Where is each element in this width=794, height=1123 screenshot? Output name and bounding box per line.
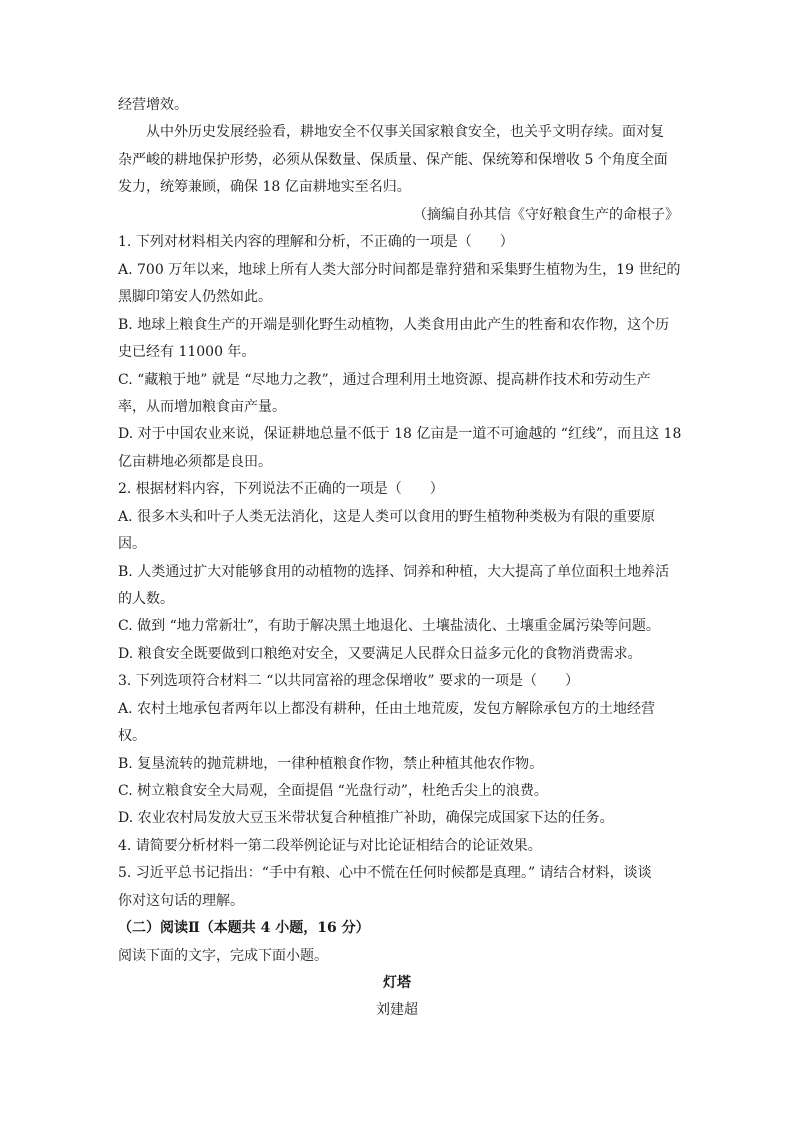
option-c: C. “藏粮于地” 就是 “尽地力之教”，通过合理利用土地资源、提高耕作技术和劳动生产 (118, 372, 651, 388)
question-1: 1. 下列对材料相关内容的理解和分析，不正确的一项是（ ） (118, 234, 514, 250)
option-b-cont: 的人数。 (118, 591, 174, 607)
option-b: B. 人类通过扩大对能够食用的动植物的选择、饲养和种植，大大提高了单位面积土地养活 (118, 564, 670, 580)
option-d-cont: 亿亩耕地必须都是良田。 (118, 454, 272, 470)
text-line: 发力，统筹兼顾，确保 18 亿亩耕地实至名归。 (118, 179, 411, 195)
instruction-text: 阅读下面的文字，完成下面小题。 (118, 948, 328, 964)
paragraph-line: 从中外历史发展经验看，耕地安全不仅事关国家粮食安全，也关乎文明存续。面对复 (146, 124, 664, 140)
option-a: A. 700 万年以来，地球上所有人类大部分时间都是靠狩猎和采集野生植物为生，19 世纪的 (118, 262, 681, 278)
option-c: C. 做到 “地力常新壮”，有助于解决黑土地退化、土壤盐渍化、土壤重金属污染等问题。 (118, 618, 660, 634)
option-d: D. 粮食安全既要做到口粮绝对安全，又要满足人民群众日益多元化的食物消费需求。 (118, 646, 642, 662)
option-c: C. 树立粮食安全大局观，全面提倡 “光盘行动”，杜绝舌尖上的浪费。 (118, 783, 548, 799)
article-title: 灯塔 (383, 975, 411, 991)
text-line: 经营增效。 (118, 97, 188, 113)
option-a-cont: 权。 (118, 728, 146, 744)
article-author: 刘建超 (376, 1002, 418, 1018)
option-a: A. 农村土地承包者两年以上都没有耕种，任由土地荒废，发包方解除承包方的土地经营 (118, 701, 656, 717)
section-heading: （二）阅读Ⅱ（本题共 4 小题，16 分） (118, 920, 370, 936)
option-a-cont: 黑脚印第安人仍然如此。 (118, 289, 272, 305)
option-a-cont: 因。 (118, 536, 146, 552)
option-c-cont: 率，从而增加粮食亩产量。 (118, 399, 286, 415)
option-d: D. 对于中国农业来说，保证耕地总量不低于 18 亿亩是一道不可逾越的 “红线”，而且这 18 (118, 426, 682, 442)
option-b-cont: 史已经有 11000 年。 (118, 344, 256, 360)
question-4: 4. 请简要分析材料一第二段举例论证与对比论证相结合的论证效果。 (118, 838, 542, 854)
option-b: B. 地球上粮食生产的开端是驯化野生动植物，人类食用由此产生的牲畜和农作物，这个历 (118, 317, 670, 333)
source-citation: （摘编自孙其信《守好粮食生产的命根子》 (413, 207, 679, 223)
text-line: 杂严峻的耕地保护形势，必须从保数量、保质量、保产能、保统筹和保增收 5 个角度全面 (118, 152, 668, 168)
option-b: B. 复垦流转的抛荒耕地，一律种植粮食作物，禁止种植其他农作物。 (118, 756, 544, 772)
option-d: D. 农业农村局发放大豆玉米带状复合种植推广补助，确保完成国家下达的任务。 (118, 810, 614, 826)
question-5-cont: 你对这句话的理解。 (118, 893, 244, 909)
question-5: 5. 习近平总书记指出：“手中有粮、心中不慌在任何时候都是真理。” 请结合材料，谈谈 (118, 865, 652, 881)
question-2: 2. 根据材料内容，下列说法不正确的一项是（ ） (118, 481, 444, 497)
option-a: A. 很多木头和叶子人类无法消化，这是人类可以食用的野生植物种类极为有限的重要原 (118, 509, 656, 525)
question-3: 3. 下列选项符合材料二 “以共同富裕的理念保增收” 要求的一项是（ ） (118, 673, 580, 689)
